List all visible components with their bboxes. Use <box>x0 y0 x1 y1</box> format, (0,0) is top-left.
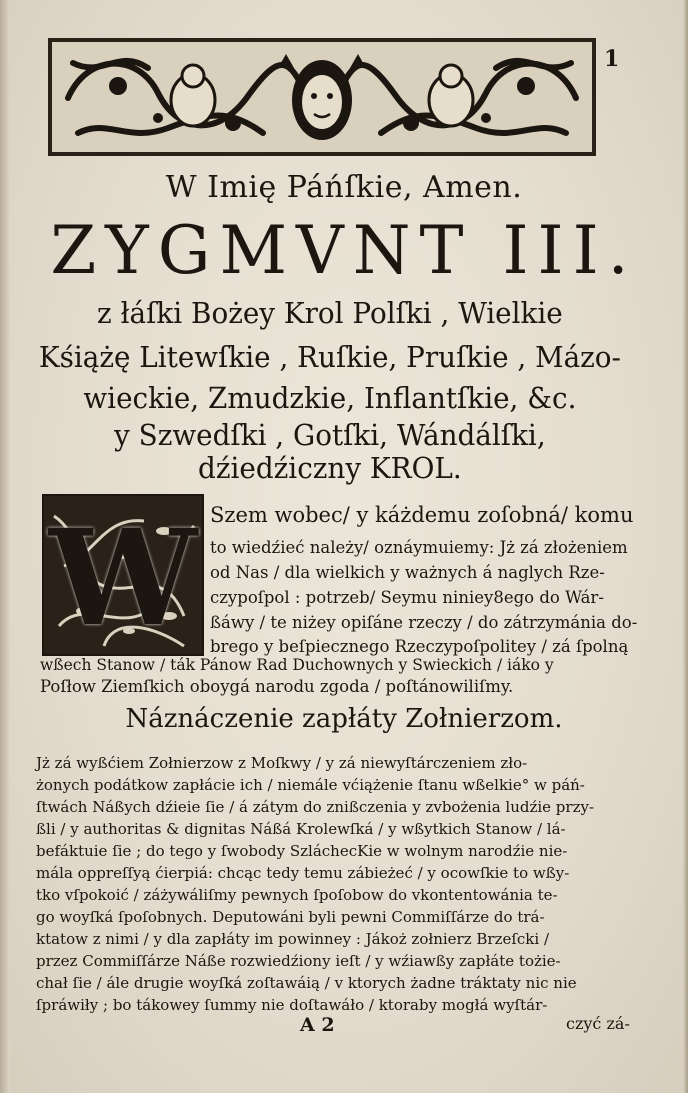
title-line: wieckie, Zmudzkie, Inflantſkie, &c. <box>83 381 577 415</box>
intro-line: wßech Stanow / ták Pánow Rad Duchownych y Swieckich / iáko y <box>40 656 554 674</box>
body-line: mála oppreſſyą ćierpiá: chcąc tedy temu zábieżeć / y ocowſkie to wßy- <box>36 864 570 882</box>
folio-number: 1 <box>604 46 620 72</box>
decorated-initial <box>42 494 204 656</box>
body-line: ſtwách Náßych dźieie ſie / á zátym do znißczenia y zvbożenia ludźie przy- <box>36 798 595 816</box>
title-line: y Szwedſki , Gotſki, Wándálſki, <box>114 418 546 452</box>
intro-line: brego y beſpiecznego Rzeczypoſpolitey / zá ſpolną <box>210 637 629 656</box>
invocation-line: W Imię Páńſkie, Amen. <box>165 170 523 205</box>
intro-line: ßáwy / te niżey opiſáne rzeczy / do zátrzymánia do- <box>210 613 638 632</box>
page-edge-left <box>0 0 10 1093</box>
body-line: go woyſká ſpoſobnych. Deputowáni byli pewni Commiſſárze do trá- <box>36 908 545 926</box>
body-line: befáktuie ſie ; do tego y ſwobody SzláchecKie w wolnym narodźie nie- <box>36 842 568 860</box>
title-line: dźiedźiczny KROL. <box>198 451 462 485</box>
intro-line: Poſłow Ziemſkich oboygá narodu zgoda / poſtánowiliſmy. <box>40 677 514 696</box>
catchword: czyć zá- <box>566 1014 630 1033</box>
body-line: ſpráwiły ; bo tákowey ſummy nie doſtawáło / ktoraby mogłá wyſtár- <box>36 996 548 1014</box>
body-line: żonych podátkow zapłácie ich / niemále vćiążenie ſtanu wßelkie° w páń- <box>36 776 585 794</box>
body-line: Jż zá wyßćiem Zołnierzow z Moſkwy / y zá niewyſtárczeniem zło- <box>36 754 528 772</box>
ornamental-headpiece <box>48 38 596 156</box>
central-mask <box>292 60 352 140</box>
body-line: chał ſie / ále drugie woyſká zoſtawáią / v ktorych żadne tráktaty nic nie <box>36 974 577 992</box>
title-line: Kśiążę Litewſkie , Ruſkie, Pruſkie , Mázo- <box>38 340 621 374</box>
body-line: ßli / y authoritas & dignitas Náßá Krolewſká / y wßytkich Stanow / lá- <box>36 820 566 838</box>
title-line: z łáſki Bożey Krol Polſki , Wielkie <box>97 296 563 330</box>
intro-line: to wiedźieć należy/ oznáymuiemy: Jż zá złożeniem <box>210 538 628 557</box>
body-line: ktatow z nimi / y dla zapłáty im powinney : Jákoż zołnierz Brzeſcki / <box>36 930 550 948</box>
intro-line: Szem wobec/ y káżdemu zoſobná/ komu <box>210 503 634 527</box>
intro-line: czypoſpol : potrzeb/ Seymu niniey8ego do Wár- <box>210 588 604 607</box>
body-line: przez Commiſſárze Náße rozwiedźiony ieſt / y wźiawßy zapłáte tożie- <box>36 952 561 970</box>
page-edge-right <box>682 0 688 1093</box>
initial-letter: W <box>48 501 198 656</box>
intro-line: od Nas / dla wielkich y ważnych á naglych Rze- <box>210 563 605 582</box>
section-heading: Náznáczenie zapłáty Zołnierzom. <box>125 704 563 734</box>
signature-mark: A 2 <box>300 1014 335 1036</box>
body-line: tko vſpokoić / záżywáliſmy pewnych ſpoſobow do vkontentowánia te- <box>36 886 558 904</box>
king-name: ZYGMVNT III. <box>50 212 638 289</box>
